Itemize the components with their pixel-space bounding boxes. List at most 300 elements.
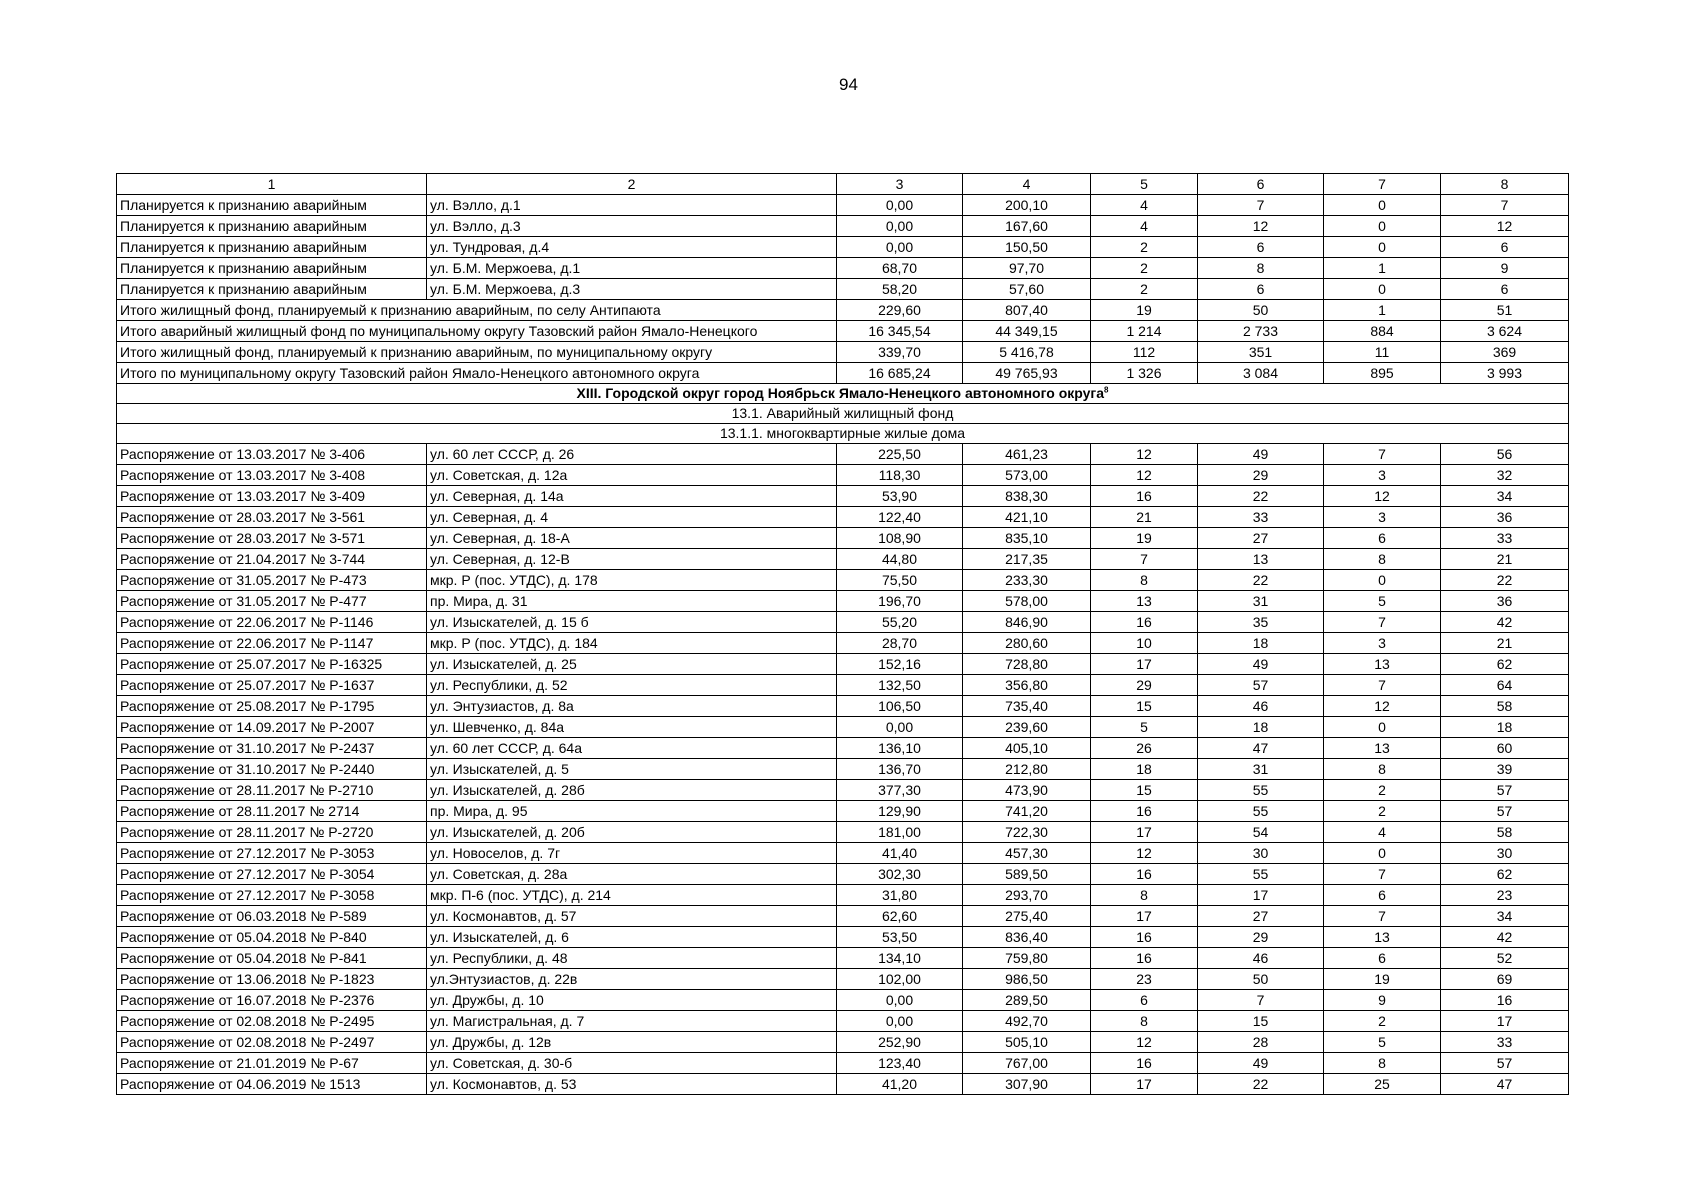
value-cell: 589,50 — [963, 864, 1091, 885]
address-cell: ул. Изыскателей, д. 20б — [427, 822, 837, 843]
value-cell: 56 — [1441, 444, 1569, 465]
value-cell: 49 765,93 — [963, 363, 1091, 384]
value-cell: 0 — [1324, 570, 1441, 591]
value-cell: 36 — [1441, 591, 1569, 612]
value-cell: 212,80 — [963, 759, 1091, 780]
value-cell: 181,00 — [837, 822, 963, 843]
value-cell: 62 — [1441, 864, 1569, 885]
document-cell: Распоряжение от 16.07.2018 № Р-2376 — [117, 990, 427, 1011]
value-cell: 0 — [1324, 717, 1441, 738]
total-label-cell: Итого жилищный фонд, планируемый к признанию аварийным, по селу Антипаюта — [117, 300, 837, 321]
value-cell: 129,90 — [837, 801, 963, 822]
value-cell: 3 624 — [1441, 321, 1569, 342]
address-cell: мкр. Р (пос. УТДС), д. 178 — [427, 570, 837, 591]
document-cell: Распоряжение от 28.03.2017 № 3-561 — [117, 507, 427, 528]
document-cell: Распоряжение от 02.08.2018 № Р-2495 — [117, 1011, 427, 1032]
value-cell: 884 — [1324, 321, 1441, 342]
value-cell: 22 — [1441, 570, 1569, 591]
value-cell: 75,50 — [837, 570, 963, 591]
value-cell: 461,23 — [963, 444, 1091, 465]
value-cell: 8 — [1091, 570, 1198, 591]
value-cell: 0 — [1324, 279, 1441, 300]
value-cell: 302,30 — [837, 864, 963, 885]
value-cell: 0,00 — [837, 990, 963, 1011]
housing-table — [116, 173, 1569, 1095]
address-cell: ул. Республики, д. 52 — [427, 675, 837, 696]
value-cell: 12 — [1441, 216, 1569, 237]
value-cell: 0,00 — [837, 1011, 963, 1032]
value-cell: 33 — [1198, 507, 1324, 528]
value-cell: 17 — [1198, 885, 1324, 906]
address-cell: ул. Вэлло, д.1 — [427, 195, 837, 216]
value-cell: 58,20 — [837, 279, 963, 300]
table-row — [117, 738, 1569, 759]
value-cell: 33 — [1441, 1032, 1569, 1053]
value-cell: 44 349,15 — [963, 321, 1091, 342]
value-cell: 16 — [1091, 948, 1198, 969]
table-row — [117, 237, 1569, 258]
document-cell: Планируется к признанию аварийным — [117, 279, 427, 300]
value-cell: 62 — [1441, 654, 1569, 675]
value-cell: 6 — [1324, 528, 1441, 549]
value-cell: 200,10 — [963, 195, 1091, 216]
table-row — [117, 927, 1569, 948]
value-cell: 473,90 — [963, 780, 1091, 801]
value-cell: 7 — [1198, 990, 1324, 1011]
document-cell: Планируется к признанию аварийным — [117, 237, 427, 258]
table-row — [117, 528, 1569, 549]
document-cell: Распоряжение от 28.11.2017 № 2714 — [117, 801, 427, 822]
value-cell: 152,16 — [837, 654, 963, 675]
total-row — [117, 363, 1569, 384]
address-cell: ул. Северная, д. 18-А — [427, 528, 837, 549]
value-cell: 55 — [1198, 780, 1324, 801]
value-cell: 26 — [1091, 738, 1198, 759]
table-row — [117, 906, 1569, 927]
value-cell: 573,00 — [963, 465, 1091, 486]
value-cell: 807,40 — [963, 300, 1091, 321]
table-row — [117, 1074, 1569, 1095]
value-cell: 35 — [1198, 612, 1324, 633]
value-cell: 34 — [1441, 906, 1569, 927]
value-cell: 54 — [1198, 822, 1324, 843]
document-cell: Распоряжение от 25.07.2017 № Р-1637 — [117, 675, 427, 696]
table-row — [117, 969, 1569, 990]
address-cell: ул. Магистральная, д. 7 — [427, 1011, 837, 1032]
value-cell: 55,20 — [837, 612, 963, 633]
value-cell: 46 — [1198, 948, 1324, 969]
value-cell: 16 685,24 — [837, 363, 963, 384]
value-cell: 58 — [1441, 822, 1569, 843]
value-cell: 5 — [1324, 1032, 1441, 1053]
table-row — [117, 864, 1569, 885]
document-cell: Распоряжение от 02.08.2018 № Р-2497 — [117, 1032, 427, 1053]
value-cell: 421,10 — [963, 507, 1091, 528]
value-cell: 11 — [1324, 342, 1441, 363]
value-cell: 196,70 — [837, 591, 963, 612]
value-cell: 229,60 — [837, 300, 963, 321]
document-cell: Распоряжение от 05.04.2018 № Р-841 — [117, 948, 427, 969]
value-cell: 275,40 — [963, 906, 1091, 927]
footnote-mark: 8 — [1104, 385, 1109, 395]
table-row — [117, 654, 1569, 675]
value-cell: 0,00 — [837, 237, 963, 258]
section-title: XIII. Городской округ город Ноябрьск Ямало-Ненецкого автономного округа — [576, 385, 1105, 401]
address-cell: пр. Мира, д. 31 — [427, 591, 837, 612]
value-cell: 2 — [1324, 780, 1441, 801]
document-cell: Распоряжение от 13.03.2017 № 3-406 — [117, 444, 427, 465]
value-cell: 7 — [1324, 906, 1441, 927]
value-cell: 233,30 — [963, 570, 1091, 591]
document-cell: Распоряжение от 27.12.2017 № Р-3054 — [117, 864, 427, 885]
value-cell: 108,90 — [837, 528, 963, 549]
value-cell: 836,40 — [963, 927, 1091, 948]
table-row — [117, 570, 1569, 591]
address-cell: ул. Б.М. Мержоева, д.3 — [427, 279, 837, 300]
value-cell: 4 — [1091, 195, 1198, 216]
value-cell: 0 — [1324, 216, 1441, 237]
total-row — [117, 342, 1569, 363]
table-body — [117, 174, 1569, 1095]
value-cell: 457,30 — [963, 843, 1091, 864]
value-cell: 6 — [1198, 237, 1324, 258]
document-cell: Распоряжение от 21.04.2017 № 3-744 — [117, 549, 427, 570]
value-cell: 6 — [1091, 990, 1198, 1011]
value-cell: 15 — [1198, 1011, 1324, 1032]
address-cell: ул. Б.М. Мержоева, д.1 — [427, 258, 837, 279]
table-row — [117, 675, 1569, 696]
address-cell: ул. 60 лет СССР, д. 26 — [427, 444, 837, 465]
value-cell: 280,60 — [963, 633, 1091, 654]
value-cell: 6 — [1324, 948, 1441, 969]
address-cell: ул. Космонавтов, д. 57 — [427, 906, 837, 927]
value-cell: 16 — [1091, 1053, 1198, 1074]
value-cell: 29 — [1198, 465, 1324, 486]
document-cell: Планируется к признанию аварийным — [117, 216, 427, 237]
value-cell: 3 993 — [1441, 363, 1569, 384]
value-cell: 492,70 — [963, 1011, 1091, 1032]
document-cell: Распоряжение от 28.11.2017 № Р-2720 — [117, 822, 427, 843]
value-cell: 835,10 — [963, 528, 1091, 549]
value-cell: 293,70 — [963, 885, 1091, 906]
value-cell: 722,30 — [963, 822, 1091, 843]
address-cell: ул. Изыскателей, д. 5 — [427, 759, 837, 780]
value-cell: 2 — [1324, 801, 1441, 822]
value-cell: 122,40 — [837, 507, 963, 528]
value-cell: 16 — [1441, 990, 1569, 1011]
value-cell: 68,70 — [837, 258, 963, 279]
column-number-cell: 5 — [1091, 174, 1198, 195]
value-cell: 17 — [1441, 1011, 1569, 1032]
value-cell: 30 — [1441, 843, 1569, 864]
address-cell: ул. 60 лет СССР, д. 64а — [427, 738, 837, 759]
document-cell: Распоряжение от 28.03.2017 № 3-571 — [117, 528, 427, 549]
value-cell: 50 — [1198, 300, 1324, 321]
value-cell: 252,90 — [837, 1032, 963, 1053]
table-row — [117, 507, 1569, 528]
table-row — [117, 990, 1569, 1011]
value-cell: 4 — [1091, 216, 1198, 237]
table-row — [117, 486, 1569, 507]
value-cell: 106,50 — [837, 696, 963, 717]
address-cell: ул. Советская, д. 30-б — [427, 1053, 837, 1074]
value-cell: 28,70 — [837, 633, 963, 654]
value-cell: 97,70 — [963, 258, 1091, 279]
address-cell: ул. Вэлло, д.3 — [427, 216, 837, 237]
total-label-cell: Итого жилищный фонд, планируемый к признанию аварийным, по муниципальному округу — [117, 342, 837, 363]
table-row — [117, 717, 1569, 738]
value-cell: 7 — [1324, 612, 1441, 633]
value-cell: 16 — [1091, 927, 1198, 948]
value-cell: 7 — [1441, 195, 1569, 216]
value-cell: 12 — [1091, 1032, 1198, 1053]
value-cell: 57 — [1441, 801, 1569, 822]
table-row — [117, 780, 1569, 801]
value-cell: 2 — [1324, 1011, 1441, 1032]
document-cell: Распоряжение от 05.04.2018 № Р-840 — [117, 927, 427, 948]
value-cell: 21 — [1091, 507, 1198, 528]
value-cell: 17 — [1091, 906, 1198, 927]
document-cell: Распоряжение от 31.05.2017 № Р-477 — [117, 591, 427, 612]
value-cell: 57 — [1198, 675, 1324, 696]
document-cell: Распоряжение от 31.05.2017 № Р-473 — [117, 570, 427, 591]
value-cell: 728,80 — [963, 654, 1091, 675]
value-cell: 1 326 — [1091, 363, 1198, 384]
value-cell: 838,30 — [963, 486, 1091, 507]
value-cell: 6 — [1198, 279, 1324, 300]
value-cell: 578,00 — [963, 591, 1091, 612]
value-cell: 5 — [1091, 717, 1198, 738]
value-cell: 44,80 — [837, 549, 963, 570]
subsection-row — [117, 404, 1569, 424]
value-cell: 51 — [1441, 300, 1569, 321]
value-cell: 7 — [1091, 549, 1198, 570]
value-cell: 19 — [1091, 528, 1198, 549]
table-row — [117, 696, 1569, 717]
table-row — [117, 549, 1569, 570]
value-cell: 21 — [1441, 633, 1569, 654]
value-cell: 9 — [1324, 990, 1441, 1011]
address-cell: ул. Шевченко, д. 84а — [427, 717, 837, 738]
value-cell: 0,00 — [837, 717, 963, 738]
value-cell: 0 — [1324, 195, 1441, 216]
value-cell: 2 733 — [1198, 321, 1324, 342]
value-cell: 12 — [1324, 696, 1441, 717]
value-cell: 8 — [1091, 885, 1198, 906]
total-row — [117, 321, 1569, 342]
address-cell: мкр. П-6 (пос. УТДС), д. 214 — [427, 885, 837, 906]
value-cell: 29 — [1198, 927, 1324, 948]
value-cell: 53,50 — [837, 927, 963, 948]
value-cell: 55 — [1198, 801, 1324, 822]
value-cell: 8 — [1324, 759, 1441, 780]
value-cell: 2 — [1091, 258, 1198, 279]
value-cell: 167,60 — [963, 216, 1091, 237]
value-cell: 12 — [1091, 444, 1198, 465]
value-cell: 136,70 — [837, 759, 963, 780]
total-label-cell: Итого по муниципальному округу Тазовский район Ямало-Ненецкого автономного округа — [117, 363, 837, 384]
address-cell: ул. Тундровая, д.4 — [427, 237, 837, 258]
value-cell: 18 — [1198, 717, 1324, 738]
value-cell: 1 — [1324, 258, 1441, 279]
value-cell: 47 — [1198, 738, 1324, 759]
value-cell: 25 — [1324, 1074, 1441, 1095]
document-cell: Распоряжение от 22.06.2017 № Р-1147 — [117, 633, 427, 654]
value-cell: 34 — [1441, 486, 1569, 507]
table-row — [117, 1011, 1569, 1032]
address-cell: ул. Дружбы, д. 10 — [427, 990, 837, 1011]
value-cell: 12 — [1091, 465, 1198, 486]
table-row — [117, 759, 1569, 780]
value-cell: 22 — [1198, 570, 1324, 591]
document-cell: Планируется к признанию аварийным — [117, 258, 427, 279]
value-cell: 16 — [1091, 864, 1198, 885]
value-cell: 69 — [1441, 969, 1569, 990]
value-cell: 41,40 — [837, 843, 963, 864]
value-cell: 32 — [1441, 465, 1569, 486]
subsection-row — [117, 424, 1569, 444]
value-cell: 49 — [1198, 654, 1324, 675]
value-cell: 8 — [1324, 549, 1441, 570]
value-cell: 19 — [1324, 969, 1441, 990]
column-number-row — [117, 174, 1569, 195]
table-row — [117, 279, 1569, 300]
value-cell: 17 — [1091, 654, 1198, 675]
table-row — [117, 822, 1569, 843]
value-cell: 4 — [1324, 822, 1441, 843]
value-cell: 7 — [1324, 444, 1441, 465]
value-cell: 30 — [1198, 843, 1324, 864]
value-cell: 123,40 — [837, 1053, 963, 1074]
address-cell: ул. Северная, д. 14а — [427, 486, 837, 507]
value-cell: 39 — [1441, 759, 1569, 780]
address-cell: ул. Изыскателей, д. 15 б — [427, 612, 837, 633]
value-cell: 22 — [1198, 1074, 1324, 1095]
value-cell: 13 — [1324, 654, 1441, 675]
value-cell: 2 — [1091, 237, 1198, 258]
value-cell: 3 — [1324, 465, 1441, 486]
address-cell: ул. Советская, д. 12а — [427, 465, 837, 486]
value-cell: 369 — [1441, 342, 1569, 363]
value-cell: 8 — [1198, 258, 1324, 279]
value-cell: 16 — [1091, 801, 1198, 822]
value-cell: 846,90 — [963, 612, 1091, 633]
value-cell: 118,30 — [837, 465, 963, 486]
column-number-cell: 7 — [1324, 174, 1441, 195]
value-cell: 13 — [1091, 591, 1198, 612]
address-cell: ул.Энтузиастов, д. 22в — [427, 969, 837, 990]
value-cell: 7 — [1324, 864, 1441, 885]
column-number-cell: 6 — [1198, 174, 1324, 195]
value-cell: 49 — [1198, 1053, 1324, 1074]
value-cell: 23 — [1091, 969, 1198, 990]
table-row — [117, 1053, 1569, 1074]
value-cell: 15 — [1091, 696, 1198, 717]
table-row — [117, 195, 1569, 216]
value-cell: 27 — [1198, 528, 1324, 549]
value-cell: 356,80 — [963, 675, 1091, 696]
address-cell: ул. Советская, д. 28а — [427, 864, 837, 885]
value-cell: 50 — [1198, 969, 1324, 990]
table-row — [117, 258, 1569, 279]
value-cell: 5 — [1324, 591, 1441, 612]
value-cell: 307,90 — [963, 1074, 1091, 1095]
value-cell: 12 — [1091, 843, 1198, 864]
value-cell: 13 — [1324, 927, 1441, 948]
value-cell: 22 — [1198, 486, 1324, 507]
value-cell: 27 — [1198, 906, 1324, 927]
value-cell: 17 — [1091, 822, 1198, 843]
document-cell: Распоряжение от 31.10.2017 № Р-2440 — [117, 759, 427, 780]
document-cell: Распоряжение от 25.07.2017 № Р-16325 — [117, 654, 427, 675]
value-cell: 102,00 — [837, 969, 963, 990]
document-cell: Распоряжение от 31.10.2017 № Р-2437 — [117, 738, 427, 759]
document-cell: Распоряжение от 22.06.2017 № Р-1146 — [117, 612, 427, 633]
value-cell: 3 — [1324, 507, 1441, 528]
value-cell: 8 — [1324, 1053, 1441, 1074]
document-cell: Распоряжение от 13.06.2018 № Р-1823 — [117, 969, 427, 990]
document-cell: Планируется к признанию аварийным — [117, 195, 427, 216]
value-cell: 29 — [1091, 675, 1198, 696]
address-cell: ул. Северная, д. 12-В — [427, 549, 837, 570]
value-cell: 52 — [1441, 948, 1569, 969]
value-cell: 9 — [1441, 258, 1569, 279]
column-number-cell: 2 — [427, 174, 837, 195]
value-cell: 33 — [1441, 528, 1569, 549]
address-cell: ул. Республики, д. 48 — [427, 948, 837, 969]
address-cell: пр. Мира, д. 95 — [427, 801, 837, 822]
value-cell: 42 — [1441, 612, 1569, 633]
value-cell: 19 — [1091, 300, 1198, 321]
value-cell: 339,70 — [837, 342, 963, 363]
value-cell: 12 — [1198, 216, 1324, 237]
value-cell: 16 — [1091, 612, 1198, 633]
value-cell: 18 — [1198, 633, 1324, 654]
value-cell: 53,90 — [837, 486, 963, 507]
address-cell: ул. Энтузиастов, д. 8а — [427, 696, 837, 717]
value-cell: 13 — [1198, 549, 1324, 570]
value-cell: 23 — [1441, 885, 1569, 906]
document-cell: Распоряжение от 06.03.2018 № Р-589 — [117, 906, 427, 927]
value-cell: 1 214 — [1091, 321, 1198, 342]
address-cell: ул. Изыскателей, д. 28б — [427, 780, 837, 801]
document-cell: Распоряжение от 28.11.2017 № Р-2710 — [117, 780, 427, 801]
value-cell: 58 — [1441, 696, 1569, 717]
address-cell: ул. Дружбы, д. 12в — [427, 1032, 837, 1053]
value-cell: 57 — [1441, 780, 1569, 801]
value-cell: 225,50 — [837, 444, 963, 465]
value-cell: 13 — [1324, 738, 1441, 759]
table-row — [117, 1032, 1569, 1053]
value-cell: 18 — [1091, 759, 1198, 780]
table-row — [117, 885, 1569, 906]
section-heading-row — [117, 384, 1569, 404]
value-cell: 0,00 — [837, 216, 963, 237]
value-cell: 3 084 — [1198, 363, 1324, 384]
value-cell: 46 — [1198, 696, 1324, 717]
value-cell: 57,60 — [963, 279, 1091, 300]
value-cell: 60 — [1441, 738, 1569, 759]
table-row — [117, 633, 1569, 654]
value-cell: 112 — [1091, 342, 1198, 363]
column-number-cell: 8 — [1441, 174, 1569, 195]
total-label-cell: Итого аварийный жилищный фонд по муниципальному округу Тазовский район Ямало-Ненецкого — [117, 321, 837, 342]
value-cell: 217,35 — [963, 549, 1091, 570]
value-cell: 64 — [1441, 675, 1569, 696]
document-cell: Распоряжение от 04.06.2019 № 1513 — [117, 1074, 427, 1095]
value-cell: 7 — [1198, 195, 1324, 216]
value-cell: 16 345,54 — [837, 321, 963, 342]
